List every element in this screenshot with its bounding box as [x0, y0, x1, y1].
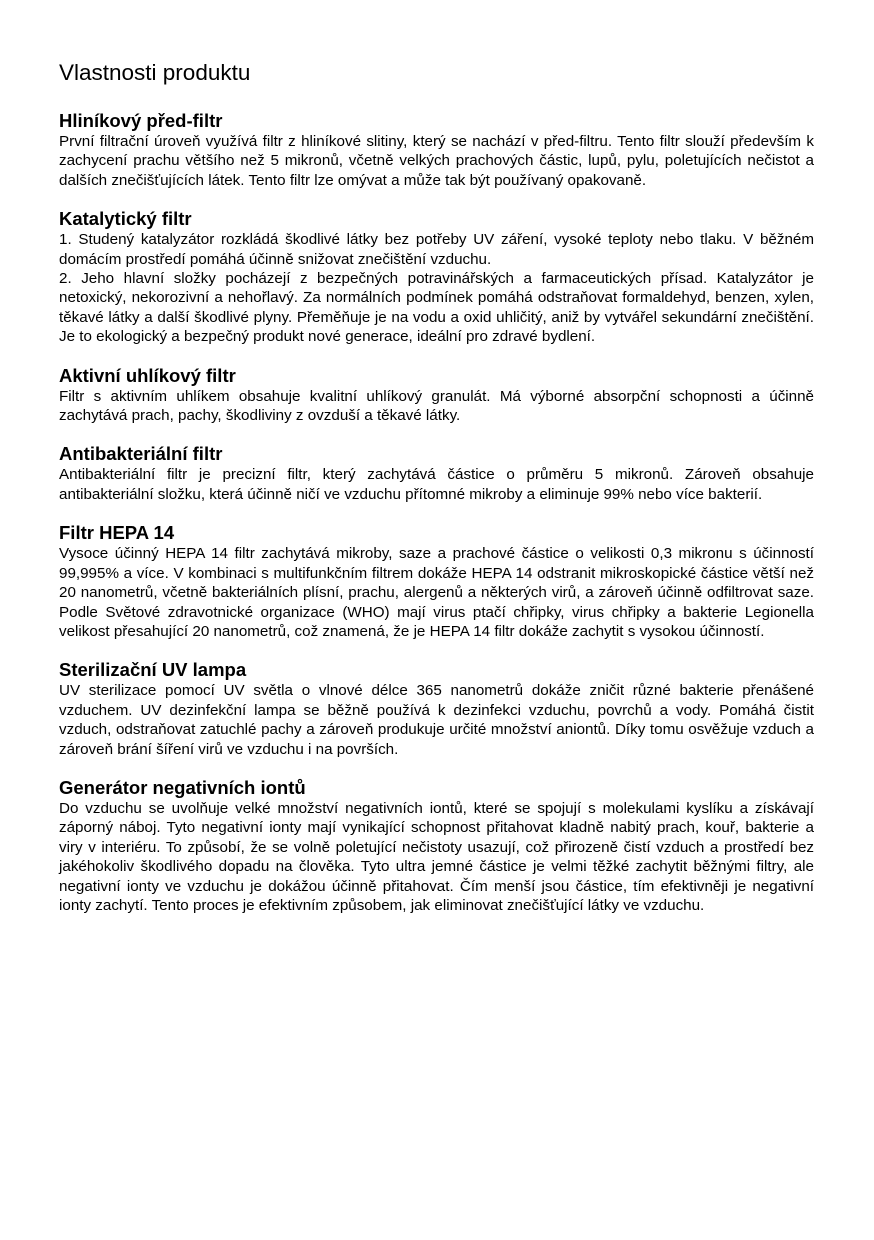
section-hepa-filter	[59, 521, 814, 641]
page-title: Vlastnosti produktu	[59, 60, 251, 85]
section-paragraph: Do vzduchu se uvolňuje velké množství negativních iontů, které se spojují s molekulami kyslíku a získávají záporný náboj. Tyto negativní ionty mají vynikající schopnost přitahovat kladně nabitý prach, kouř, bakterie a viry v interiéru. To způsobí, že se volně poletující nečistoty usazují, což přirozeně čistí vzduch a prostředí bez jakéhokoliv škodlivého dopadu na člověka. Tyto ultra jemné částice je velmi těžké zachytit běžnými filtry, ale negativní ionty ve vzduchu je dokážou účinně přitahovat. Čím menší jsou částice, tím efektivněji je negativní ionty zachytí. Tento proces je efektivním způsobem, jak eliminovat znečišťující látky ve vzduchu.	[59, 799, 814, 914]
section-paragraph: Vysoce účinný HEPA 14 filtr zachytává mikroby, saze a prachové částice o velikosti 0,3 mikronu s účinností 99,995% a více. V kombinaci s multifunkčním filtrem dokáže HEPA 14 odstranit mikroskopické částice větší než 20 nanometrů, včetně bakteriálních plísní, prachu, alergenů a některých virů, a zároveň účinně odfiltrovat saze. Podle Světové zdravotnické organizace (WHO) mají virus ptačí chřipky, virus chřipky a bakterie Legionella velikost přesahující 20 nanometrů, což znamená, že je HEPA 14 filtr dokáže zachytit s vysokou účinností.	[59, 545, 814, 640]
section-heading: Katalytický filtr	[59, 208, 192, 230]
section-paragraph: UV sterilizace pomocí UV světla o vlnové délce 365 nanometrů dokáže zničit různé bakterie přenášené vzduchem. UV dezinfekční lampa se běžně používá k dezinfekci vzduchu, povrchů a vody. Pomáhá čistit vzduch, odstraňovat zatuchlé pachy a zároveň produkuje určité množství aniontů. Díky tomu osvěžuje vzduch a zároveň brání šíření virů ve vzduchu i na površích.	[59, 682, 814, 758]
section-paragraph: První filtrační úroveň využívá filtr z hliníkové slitiny, který se nachází v před-filtru. Tento filtr slouží především k zachycení prachu většího než 5 mikronů, včetně velkých prachových částic, lupů, pylu, poletujících nečistot a dalších znečišťujících látek. Tento filtr lze omývat a může tak být používaný opakovaně.	[59, 133, 814, 189]
section-activated-carbon-filter	[59, 364, 814, 426]
section-heading: Antibakteriální filtr	[59, 443, 223, 465]
section-antibacterial-filter	[59, 442, 814, 504]
section-paragraph: 2. Jeho hlavní složky pocházejí z bezpečných potravinářských a farmaceutických přísad. Katalyzátor je netoxický, nekorozivní a nehořlavý. Za normálních podmínek pomáhá odstraňovat formaldehyd, benzen, xylen, těkavé látky a další škodlivé plyny. Přeměňuje je na vodu a oxid uhličitý, aniž by vytvářel sekundární znečištění. Je to ekologický a bezpečný produkt nové generace, ideální pro zdravé bydlení.	[59, 270, 814, 346]
section-paragraph: Antibakteriální filtr je precizní filtr, který zachytává částice o průměru 5 mikronů. Zároveň obsahuje antibakteriální složku, která účinně ničí ve vzduchu přítomné mikroby a eliminuje 99% nebo více bakterií.	[59, 466, 814, 503]
document-page	[59, 58, 814, 932]
section-heading: Aktivní uhlíkový filtr	[59, 364, 236, 386]
section-heading: Generátor negativních iontů	[59, 776, 306, 798]
section-paragraph: Filtr s aktivním uhlíkem obsahuje kvalitní uhlíkový granulát. Má výborné absorpční schopnosti a účinně zachytává prach, pachy, škodliviny z ovzduší a těkavé látky.	[59, 387, 814, 425]
section-aluminum-prefilter	[59, 109, 814, 190]
section-heading: Filtr HEPA 14	[59, 522, 175, 544]
section-negative-ion-generator	[59, 776, 814, 915]
section-uv-lamp	[59, 658, 814, 759]
section-heading: Hliníkový před-filtr	[59, 110, 223, 131]
section-catalytic-filter	[59, 207, 814, 346]
section-heading: Sterilizační UV lampa	[59, 659, 247, 681]
section-paragraph: 1. Studený katalyzátor rozkládá škodlivé látky bez potřeby UV záření, vysoké teploty nebo tlaku. V běžném domácím prostředí pomáhá účinně snižovat znečištění vzduchu.	[59, 231, 814, 268]
